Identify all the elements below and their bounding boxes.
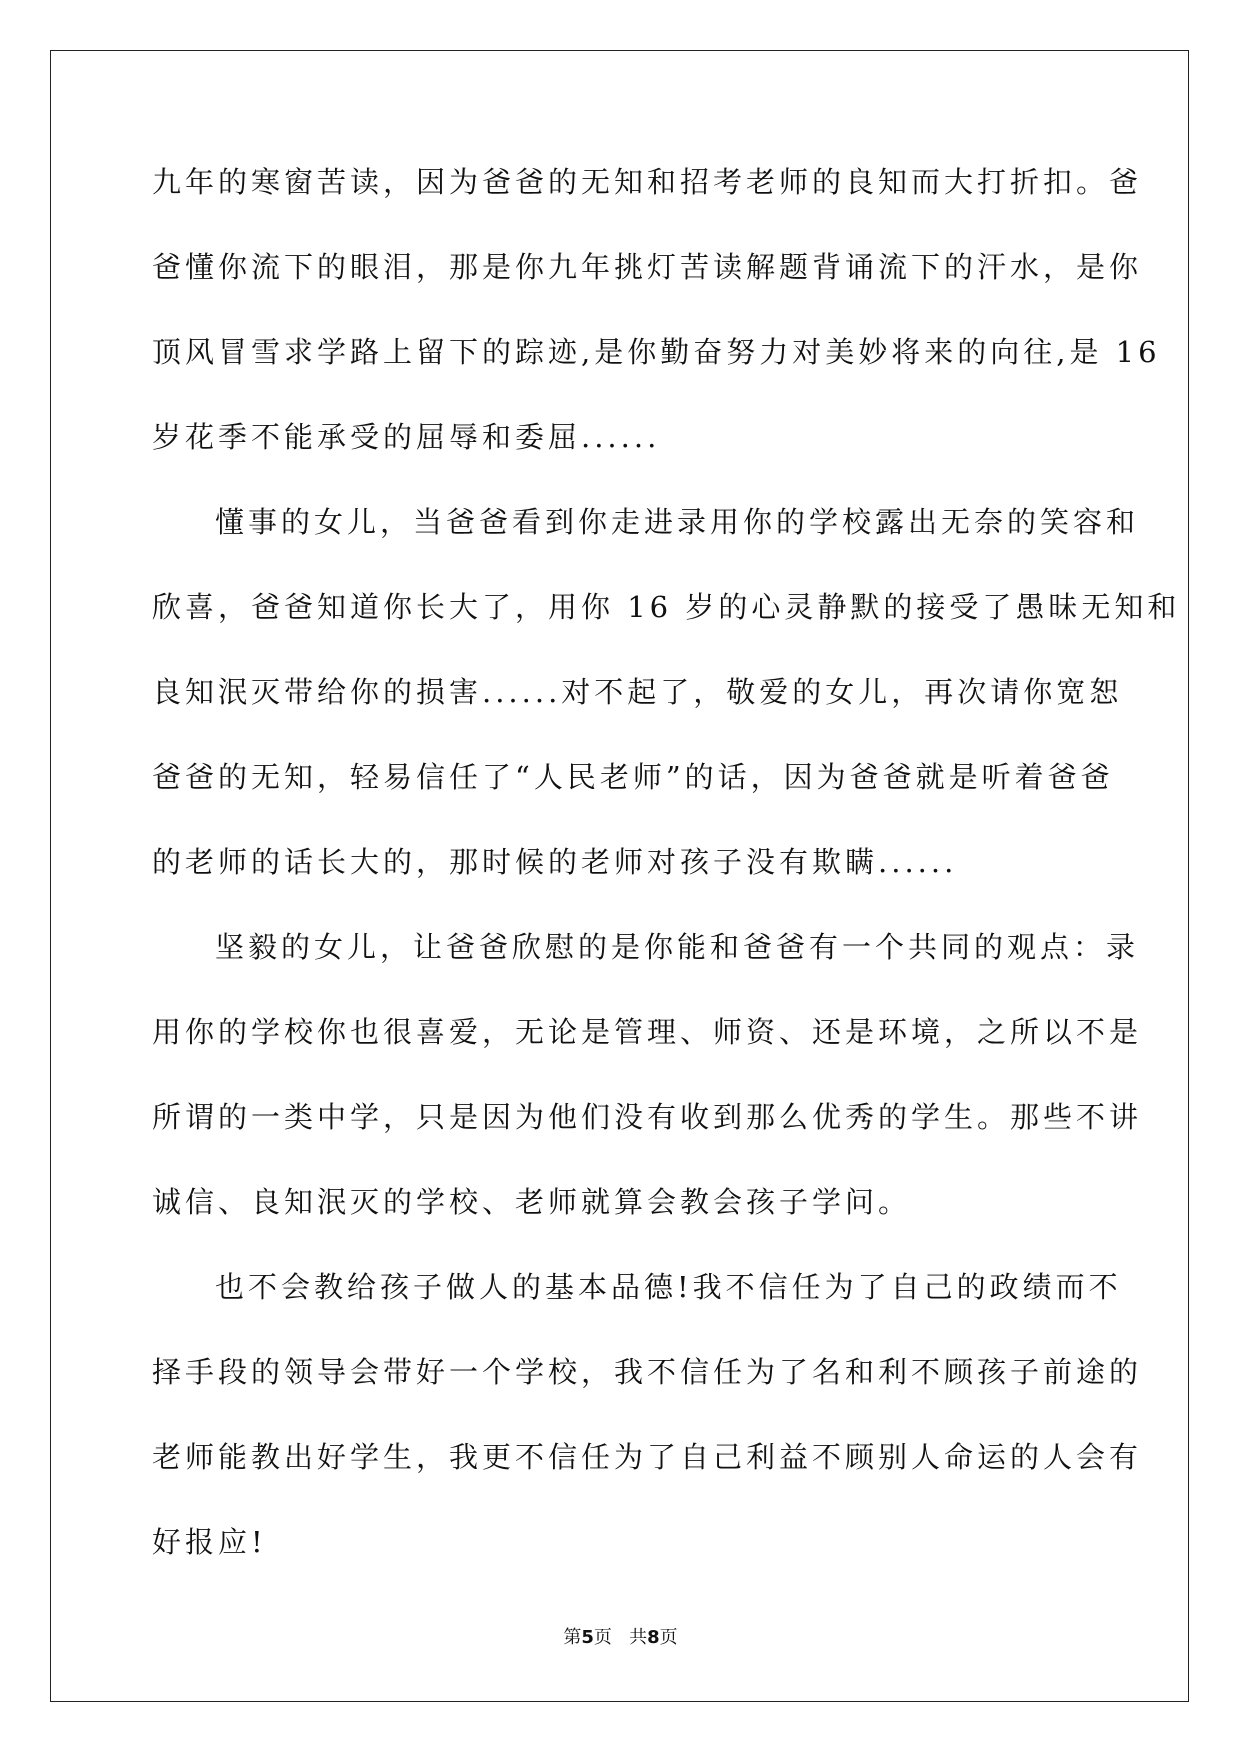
page-footer — [0, 1623, 1241, 1649]
paragraph-line: 顶风冒雪求学路上留下的踪迹,是你勤奋努力对美妙将来的向往,是 16 — [152, 335, 1161, 369]
paragraph-line: 懂事的女儿，当爸爸看到你走进录用你的学校露出无奈的笑容和 — [215, 505, 1140, 539]
paragraph-line: 用你的学校你也很喜爱，无论是管理、师资、还是环境，之所以不是 — [152, 1015, 1143, 1049]
paragraph-line: 的老师的话长大的，那时候的老师对孩子没有欺瞒...... — [152, 845, 958, 879]
paragraph-line: 老师能教出好学生，我更不信任为了自己利益不顾别人命运的人会有 — [152, 1440, 1143, 1474]
footer-page-suffix: 页 — [593, 1627, 612, 1648]
paragraph-line: 坚毅的女儿，让爸爸欣慰的是你能和爸爸有一个共同的观点：录 — [215, 930, 1140, 964]
paragraph-line: 欣喜，爸爸知道你长大了，用你 16 岁的心灵静默的接受了愚昧无知和 — [152, 590, 1181, 624]
paragraph-line: 好报应! — [152, 1525, 267, 1559]
paragraph-line: 诚信、良知泯灭的学校、老师就算会教会孩子学问。 — [152, 1185, 912, 1219]
document-body — [152, 160, 1181, 1605]
paragraph-line: 良知泯灭带给你的损害......对不起了，敬爱的女儿，再次请你宽恕 — [152, 675, 1123, 709]
paragraph-line: 也不会教给孩子做人的基本品德!我不信任为了自己的政绩而不 — [215, 1270, 1122, 1304]
footer-total-suffix: 页 — [659, 1627, 678, 1648]
paragraph-line: 爸爸的无知，轻易信任了“人民老师”的话，因为爸爸就是听着爸爸 — [152, 760, 1114, 794]
total-page-number: 8 — [647, 1627, 660, 1648]
paragraph-line: 岁花季不能承受的屈辱和委屈...... — [152, 420, 661, 454]
footer-total-prefix: 共 — [629, 1627, 648, 1648]
paragraph-line: 所谓的一类中学，只是因为他们没有收到那么优秀的学生。那些不讲 — [152, 1100, 1143, 1134]
paragraph-line: 爸懂你流下的眼泪，那是你九年挑灯苦读解题背诵流下的汗水，是你 — [152, 250, 1143, 284]
paragraph-line: 九年的寒窗苦读，因为爸爸的无知和招考老师的良知而大打折扣。爸 — [152, 165, 1143, 199]
current-page-number: 5 — [581, 1627, 594, 1648]
paragraph-line: 择手段的领导会带好一个学校，我不信任为了名和利不顾孩子前途的 — [152, 1355, 1143, 1389]
footer-prefix: 第 — [563, 1627, 582, 1648]
